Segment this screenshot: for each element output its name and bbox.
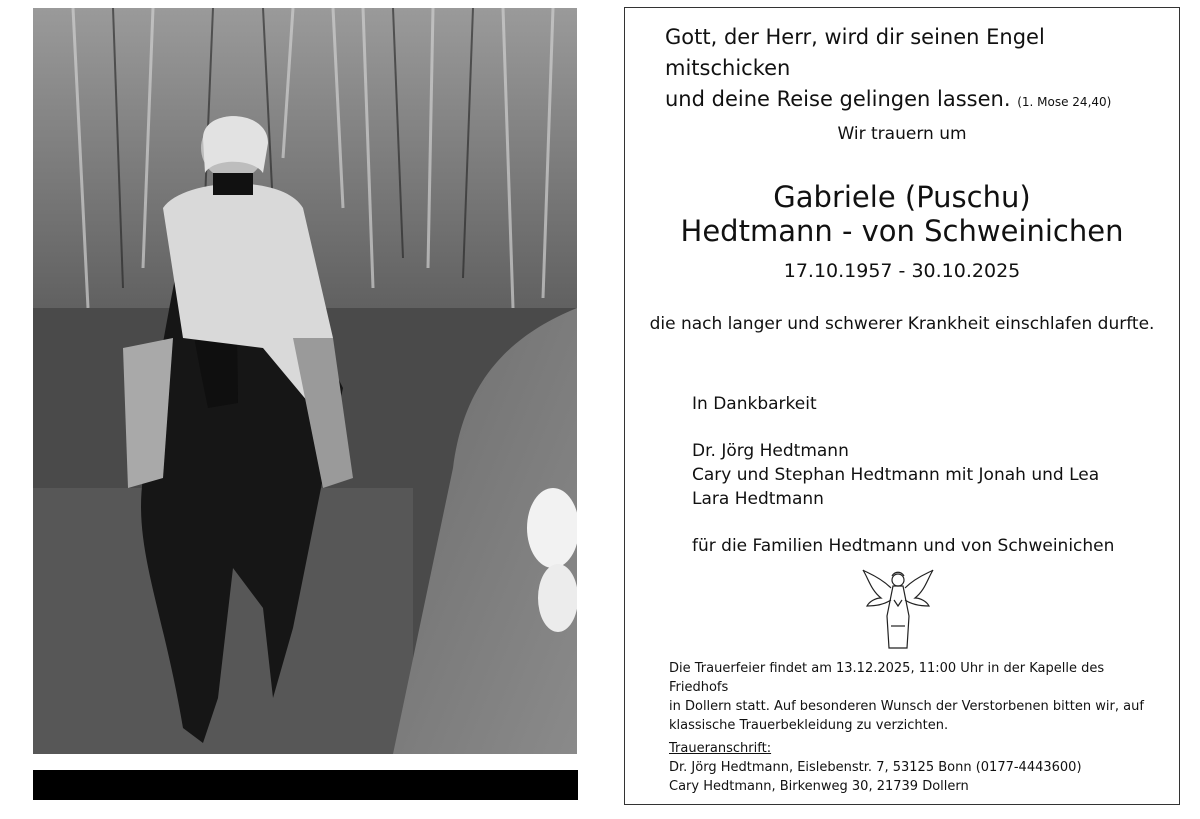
angel-icon bbox=[861, 566, 935, 650]
deceased-name-line-2: Hedtmann - von Schweinichen bbox=[680, 214, 1124, 248]
illness-statement: die nach langer und schwerer Krankheit einschlafen durfte. bbox=[649, 314, 1155, 334]
relative-item: Lara Hedtmann bbox=[692, 489, 824, 509]
relative-item: Dr. Jörg Hedtmann bbox=[692, 441, 849, 461]
funeral-information bbox=[669, 659, 1159, 735]
deceased-name bbox=[625, 180, 1179, 248]
verse-reference: (1. Mose 24,40) bbox=[1017, 95, 1112, 109]
families-line: für die Familien Hedtmann und von Schweinichen bbox=[692, 536, 1115, 556]
life-dates: 17.10.1957 - 30.10.2025 bbox=[783, 260, 1021, 282]
verse-line-2: und deine Reise gelingen lassen. bbox=[665, 87, 1011, 111]
funeral-line: klassische Trauerbekleidung zu verzichten. bbox=[669, 718, 949, 733]
memorial-photo bbox=[33, 8, 577, 754]
address-line: Dr. Jörg Hedtmann, Eislebenstr. 7, 53125 Bonn (0177-4443600) bbox=[669, 760, 1082, 775]
photo-caption-bar bbox=[33, 770, 578, 800]
photo-illustration bbox=[33, 8, 577, 754]
funeral-line: Die Trauerfeier findet am 13.12.2025, 11:00 Uhr in der Kapelle des Friedhofs bbox=[669, 661, 1105, 695]
verse-line-1: Gott, der Herr, wird dir seinen Engel mitschicken bbox=[665, 25, 1045, 80]
death-notice bbox=[624, 7, 1180, 805]
mourning-intro: Wir trauern um bbox=[837, 124, 967, 144]
mourning-address bbox=[669, 739, 1082, 796]
address-heading: Traueranschrift: bbox=[669, 741, 772, 756]
gratitude-line: In Dankbarkeit bbox=[692, 394, 817, 414]
funeral-line: in Dollern statt. Auf besonderen Wunsch der Verstorbenen bitten wir, auf bbox=[669, 699, 1144, 714]
address-line: Cary Hedtmann, Birkenweg 30, 21739 Dollern bbox=[669, 779, 969, 794]
relative-item: Cary und Stephan Hedtmann mit Jonah und Lea bbox=[692, 465, 1100, 485]
bible-verse bbox=[665, 22, 1165, 118]
deceased-name-line-1: Gabriele (Puschu) bbox=[773, 180, 1031, 214]
mourners-block bbox=[692, 392, 1114, 558]
